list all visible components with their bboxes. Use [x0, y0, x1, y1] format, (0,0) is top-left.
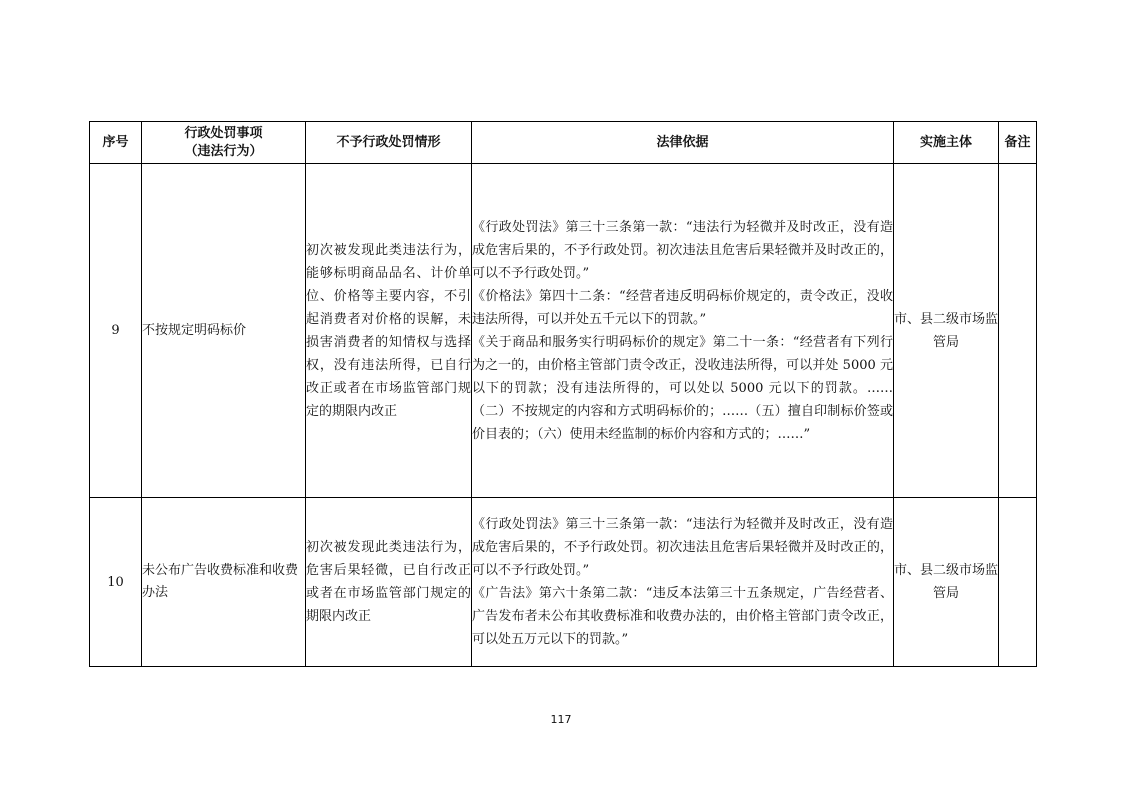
law-paragraph: 《行政处罚法》第三十三条第一款：“违法行为轻微并及时改正，没有造成危害后果的，不予行政处罚。初次违法且危害后果轻微并及时改正的，可以不予行政处罚。”	[472, 517, 893, 578]
row-note	[999, 164, 1037, 498]
row-seq: 9	[90, 164, 142, 498]
header-item-line2: （违法行为）	[184, 143, 263, 159]
header-note: 备注	[999, 122, 1037, 164]
header-law: 法律依据	[472, 122, 894, 164]
row-item: 未公布广告收费标准和收费办法	[142, 498, 306, 667]
row-body: 市、县二级市场监管局	[894, 498, 999, 667]
row-noact: 初次被发现此类违法行为，危害后果轻微，已自行改正或者在市场监管部门规定的期限内改正	[306, 498, 472, 667]
header-seq: 序号	[90, 122, 142, 164]
row-item: 不按规定明码标价	[142, 164, 306, 498]
row-body: 市、县二级市场监管局	[894, 164, 999, 498]
table-row	[90, 164, 1037, 498]
row-law	[472, 498, 894, 667]
law-paragraph: 《价格法》第四十二条：“经营者违反明码标价规定的，责令改正，没收违法所得，可以并处五千元以下的罚款。”	[472, 288, 893, 327]
law-paragraph: 《广告法》第六十条第二款：“违反本法第三十五条规定，广告经营者、广告发布者未公布其收费标准和收费办法的，由价格主管部门责令改正，可以处五万元以下的罚款。”	[472, 586, 893, 647]
page-number: 117	[550, 713, 572, 726]
law-paragraph: 《关于商品和服务实行明码标价的规定》第二十一条：“经营者有下列行为之一的，由价格主管部门责令改正，没收违法所得，可以并处 5000 元以下的罚款；没有违法所得的，可以处以 5000 元以下的罚款。……（二）不按规定的内容和方式明码标价的；……（五）擅自印制标价签或价目表的；（六）使用未经监制的标价内容和方式的；……”	[472, 334, 893, 442]
table-row	[90, 498, 1037, 667]
law-paragraph: 《行政处罚法》第三十三条第一款：“违法行为轻微并及时改正，没有造成危害后果的，不予行政处罚。初次违法且危害后果轻微并及时改正的，可以不予行政处罚。”	[472, 219, 893, 281]
header-item-line1: 行政处罚事项	[184, 125, 263, 141]
table-header-row	[90, 122, 1037, 164]
row-noact: 初次被发现此类违法行为，能够标明商品品名、计价单位、价格等主要内容，不引起消费者对价格的误解，未损害消费者的知情权与选择权，没有违法所得，已自行改正或者在市场监管部门规定的期限内改正	[306, 164, 472, 498]
header-body: 实施主体	[894, 122, 999, 164]
row-note	[999, 498, 1037, 667]
row-seq: 10	[90, 498, 142, 667]
penalty-table	[89, 121, 1037, 667]
header-noact: 不予行政处罚情形	[306, 122, 472, 164]
row-law	[472, 164, 894, 498]
header-item	[142, 122, 306, 164]
